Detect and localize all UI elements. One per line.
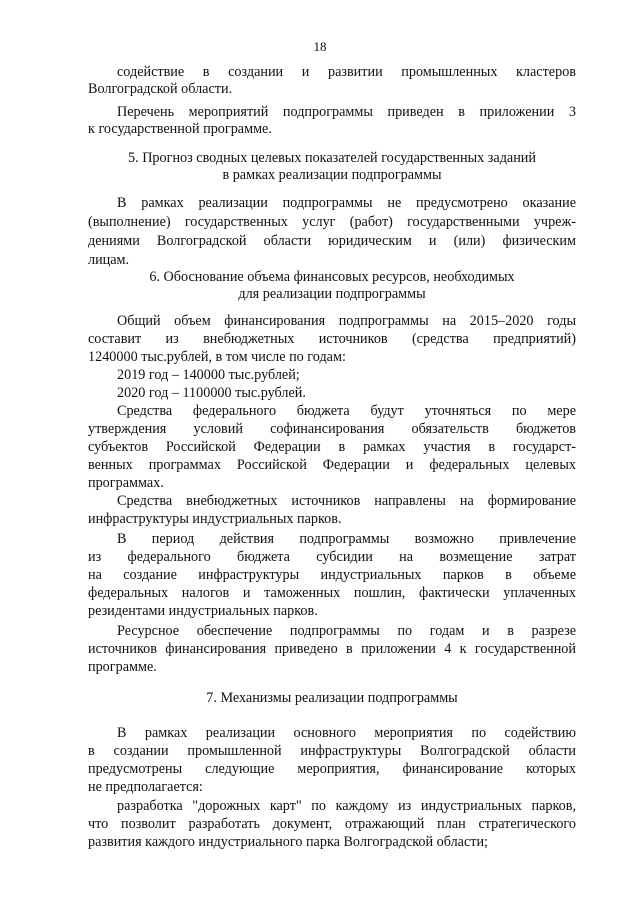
- body-line: В период действия подпрограммы возможно привлечение: [117, 531, 576, 547]
- body-line: инфраструктуры индустриальных парков.: [88, 511, 342, 527]
- body-line: Ресурсное обеспечение подпрограммы по годам и в разрезе: [117, 623, 576, 639]
- section-heading: 5. Прогноз сводных целевых показателей государственных заданий: [128, 150, 536, 166]
- body-line: субъектов Российской Федерации в рамках участия в государст-: [88, 439, 576, 455]
- body-line: венных программах Российской Федерации и федеральных целевых: [88, 457, 576, 473]
- body-line: из федерального бюджета субсидии на возмещение затрат: [88, 549, 576, 565]
- body-line: 2019 год – 140000 тыс.рублей;: [117, 367, 300, 383]
- body-line: 2020 год – 1100000 тыс.рублей.: [117, 385, 306, 401]
- section-heading: в рамках реализации подпрограммы: [222, 167, 442, 183]
- body-line: лицам.: [88, 252, 130, 268]
- body-line: предусмотрены следующие мероприятия, финансирование которых: [88, 761, 576, 777]
- body-line: федеральных налогов и таможенных пошлин, фактически уплаченных: [88, 585, 576, 601]
- body-line: программе.: [88, 659, 157, 675]
- body-line: содействие в создании и развитии промышленных кластеров: [117, 64, 576, 80]
- body-line: источников финансирования приведено в приложении 4 к государственной: [88, 641, 576, 657]
- body-line: к государственной программе.: [88, 121, 272, 137]
- section-heading: 7. Механизмы реализации подпрограммы: [206, 690, 458, 706]
- body-line: Волгоградской области.: [88, 81, 233, 97]
- body-line: Средства внебюджетных источников направлены на формирование: [117, 493, 576, 509]
- body-line: Перечень мероприятий подпрограммы приведен в приложении 3: [117, 104, 576, 120]
- body-line: Общий объем финансирования подпрограммы на 2015–2020 годы: [117, 313, 576, 329]
- section-heading: 6. Обоснование объема финансовых ресурсов, необходимых: [149, 269, 515, 285]
- body-line: что позволит разработать документ, отражающий план стратегического: [88, 816, 576, 832]
- body-line: резидентами индустриальных парков.: [88, 603, 318, 619]
- body-line: на создание инфраструктуры индустриальных парков в объеме: [88, 567, 576, 583]
- section-heading: для реализации подпрограммы: [238, 286, 426, 302]
- body-line: составит из внебюджетных источников (средства предприятий): [88, 331, 576, 347]
- body-line: (выполнение) государственных услуг (работ) государственными учреж-: [88, 214, 576, 230]
- body-line: не предполагается:: [88, 779, 203, 795]
- body-line: разработка "дорожных карт" по каждому из индустриальных парков,: [117, 798, 576, 814]
- body-line: В рамках реализации подпрограммы не предусмотрено оказание: [117, 195, 576, 211]
- body-line: 1240000 тыс.рублей, в том числе по годам:: [88, 349, 346, 365]
- page-number: 18: [313, 39, 327, 54]
- body-line: программах.: [88, 475, 164, 491]
- body-line: утверждения условий софинансирования обязательств бюджетов: [88, 421, 576, 437]
- body-line: в создании промышленной инфраструктуры Волгоградской области: [88, 743, 576, 759]
- body-line: В рамках реализации основного мероприятия по содействию: [117, 725, 576, 741]
- body-line: дениями Волгоградской области юридическим и (или) физическим: [88, 233, 576, 249]
- body-line: развития каждого индустриального парка Волгоградской области;: [88, 834, 488, 850]
- body-line: Средства федерального бюджета будут уточняться по мере: [117, 403, 576, 419]
